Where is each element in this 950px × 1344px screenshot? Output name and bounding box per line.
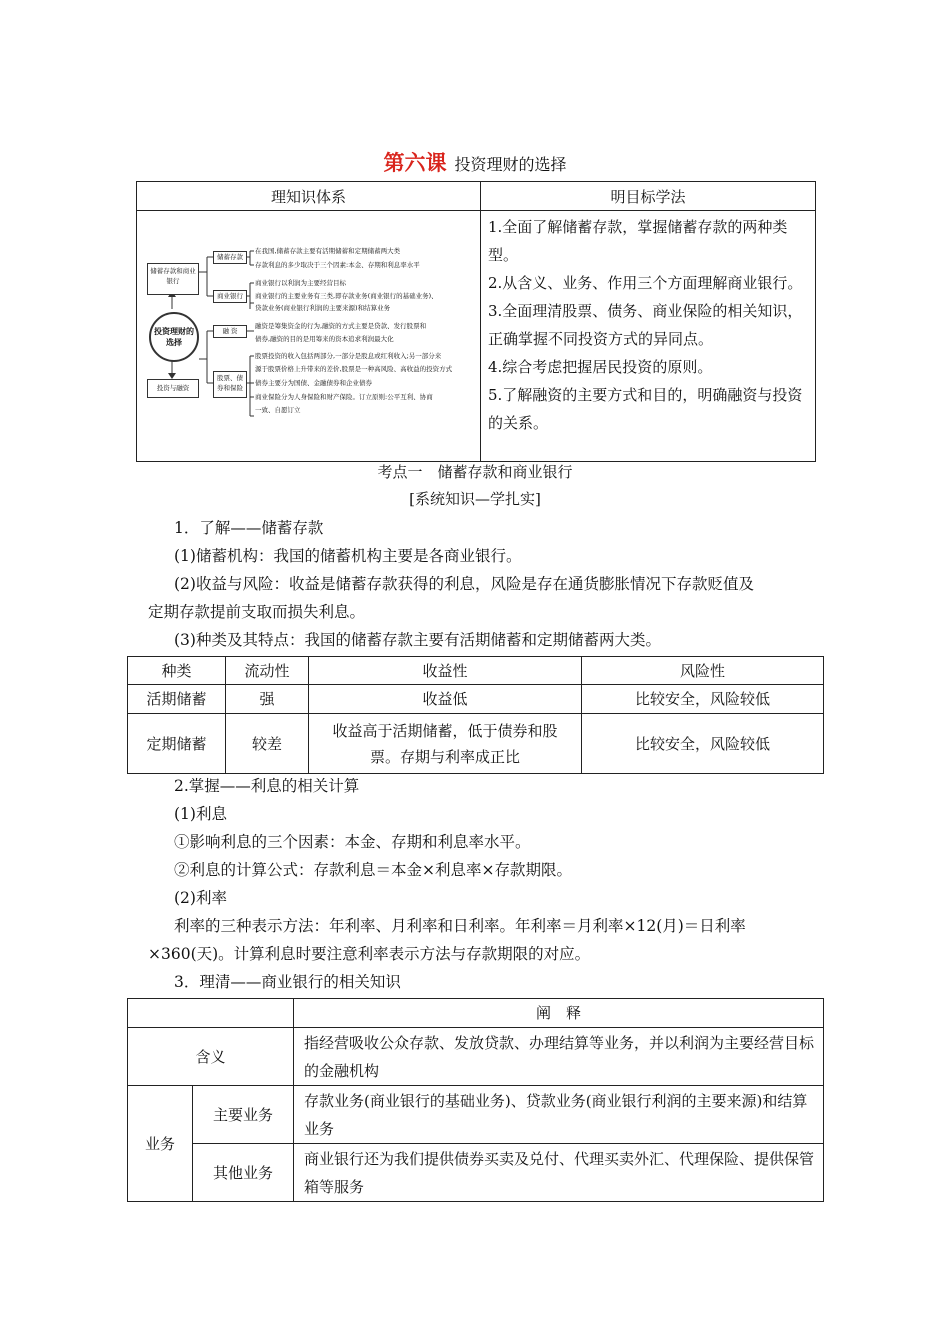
mindmap-node-bank: 商业银行 <box>213 290 247 303</box>
table-header: 阐 释 <box>294 999 824 1028</box>
paragraph: 3．理清——商业银行的相关知识 <box>174 973 401 991</box>
mindmap-text: 贷款业务(商业银行利润的主要来源)和结算业务 <box>255 304 391 312</box>
commercial-bank-table <box>127 998 824 1202</box>
lesson-title <box>0 148 950 180</box>
paragraph: 利率的三种表示方法：年利率、月利率和日利率。年利率＝月利率×12(月)＝日利率 <box>174 917 746 935</box>
mindmap-text: 债券,融资的目的是用筹来的资本追求利润最大化 <box>255 335 394 343</box>
mindmap-text: 商业银行的主要业务有三类,即存款业务(商业银行的基础业务)、 <box>255 292 438 300</box>
table-header-empty <box>128 999 294 1028</box>
mindmap-text: 一致、自愿订立 <box>255 406 301 414</box>
paragraph: (2)利率 <box>174 889 227 907</box>
goal-item: 4.综合考虑把握居民投资的原则。 <box>488 358 713 376</box>
overview-header-knowledge: 理知识体系 <box>137 182 481 211</box>
table-cell: 收益高于活期储蓄，低于债券和股票。存期与利率成正比 <box>309 714 582 774</box>
goal-item: 1.全面了解储蓄存款，掌握储蓄存款的两种类型。 <box>488 218 788 264</box>
knowledge-mindmap <box>137 211 477 461</box>
mindmap-branch-savings-bank: 储蓄存款和商业银行 <box>147 263 199 295</box>
savings-types-table <box>127 656 824 774</box>
mindmap-cell <box>137 211 481 462</box>
mindmap-center: 投资理财的选择 <box>149 312 199 362</box>
learning-goals <box>481 211 816 462</box>
table-row-label: 含义 <box>128 1028 294 1086</box>
mindmap-text: 在我国,储蓄存款主要有活期储蓄和定期储蓄两大类 <box>255 247 401 255</box>
table-cell: 较差 <box>226 714 309 774</box>
mindmap-node-stocks: 股票、债券和保险 <box>213 371 247 398</box>
goal-item: 2.从含义、业务、作用三个方面理解商业银行。 <box>488 274 803 292</box>
table-cell: 定期储蓄 <box>128 714 226 774</box>
table-cell: 商业银行还为我们提供债券买卖及兑付、代理买卖外汇、代理保险、提供保管箱等服务 <box>294 1144 824 1202</box>
mindmap-text: 债券主要分为国债、金融债券和企业债券 <box>255 379 372 387</box>
paragraph: (2)收益与风险：收益是储蓄存款获得的利息，风险是存在通货膨胀情况下存款贬值及 <box>174 575 754 593</box>
paragraph: ②利息的计算公式：存款利息＝本金×利息率×存款期限。 <box>174 861 572 879</box>
table-header: 收益性 <box>309 657 582 685</box>
paragraph: (1)储蓄机构：我国的储蓄机构主要是各商业银行。 <box>174 547 522 565</box>
table-cell: 收益低 <box>309 685 582 714</box>
table-cell: 强 <box>226 685 309 714</box>
mindmap-node-finance: 融 资 <box>213 325 247 338</box>
overview-table <box>136 181 816 462</box>
table-cell: 指经营吸收公众存款、发放贷款、办理结算等业务，并以利润为主要经营目标的金融机构 <box>294 1028 824 1086</box>
table-header: 种类 <box>128 657 226 685</box>
paragraph: 定期存款提前支取而损失利息。 <box>148 603 366 621</box>
section-heading: 考点一 储蓄存款和商业银行 <box>377 463 573 481</box>
lesson-subtitle: 投资理财的选择 <box>454 155 567 174</box>
mindmap-node-savings: 储蓄存款 <box>213 251 247 264</box>
table-cell: 比较安全，风险较低 <box>582 685 824 714</box>
mindmap-text: 商业保险分为人身保险和财产保险。订立原则:公平互利、协商 <box>255 393 433 401</box>
lesson-number: 第六课 <box>383 151 447 175</box>
mindmap-text: 股票投资的收入包括两部分,一部分是股息或红利收入;另一部分来 <box>255 352 442 360</box>
paragraph: (1)利息 <box>174 805 227 823</box>
paragraph: ×360(天)。计算利息时要注意利率表示方法与存款期限的对应。 <box>148 945 591 963</box>
table-cell: 存款业务(商业银行的基础业务)、贷款业务(商业银行利润的主要来源)和结算业务 <box>294 1086 824 1144</box>
table-header: 流动性 <box>226 657 309 685</box>
table-cell: 活期储蓄 <box>128 685 226 714</box>
table-row-label: 业务 <box>128 1086 193 1202</box>
mindmap-branch-invest-finance: 投资与融资 <box>147 379 199 398</box>
mindmap-text: 融资是筹集资金的行为,融资的方式主要是贷款、发行股票和 <box>255 322 427 330</box>
mindmap-text: 存款利息的多少取决于三个因素:本金、存期和利息率水平 <box>255 261 420 269</box>
table-header: 风险性 <box>582 657 824 685</box>
section-subheading: [系统知识—学扎实] <box>409 490 541 508</box>
goal-item: 3.全面理清股票、债务、商业保险的相关知识，正确掌握不同投资方式的异同点。 <box>488 302 803 348</box>
mindmap-text: 源于股票价格上升带来的差价,股票是一种高风险、高收益的投资方式 <box>255 365 453 373</box>
overview-header-goals: 明目标学法 <box>481 182 816 211</box>
table-cell: 比较安全，风险较低 <box>582 714 824 774</box>
table-sub-label: 主要业务 <box>193 1086 294 1144</box>
paragraph: (3)种类及其特点：我国的储蓄存款主要有活期储蓄和定期储蓄两大类。 <box>174 631 661 649</box>
mindmap-text: 商业银行以利润为主要经营目标 <box>255 279 346 287</box>
paragraph: ①影响利息的三个因素：本金、存期和利息率水平。 <box>174 833 531 851</box>
table-sub-label: 其他业务 <box>193 1144 294 1202</box>
goal-item: 5.了解融资的主要方式和目的，明确融资与投资的关系。 <box>488 386 803 432</box>
paragraph: 1．了解——储蓄存款 <box>174 519 324 537</box>
paragraph: 2.掌握——利息的相关计算 <box>174 777 360 795</box>
